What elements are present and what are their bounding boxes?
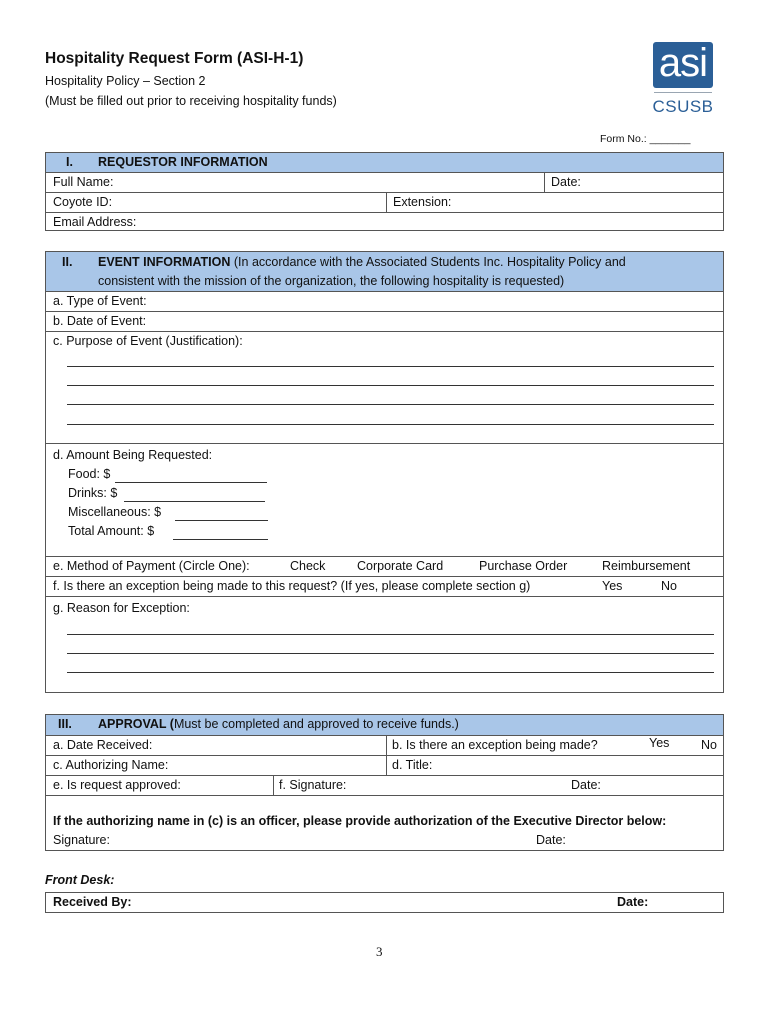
event-type-row bbox=[46, 291, 723, 311]
payment-po-option[interactable]: Purchase Order bbox=[479, 559, 568, 573]
event-date-field[interactable]: b. Date of Event: bbox=[53, 314, 147, 328]
full-name-row bbox=[46, 172, 723, 192]
date-received-field[interactable]: a. Date Received: bbox=[53, 738, 153, 752]
payment-reimbursement-option[interactable]: Reimbursement bbox=[602, 559, 691, 573]
food-label: Food: $ bbox=[68, 467, 111, 481]
drinks-amount-line[interactable] bbox=[124, 501, 265, 502]
purpose-row bbox=[46, 331, 723, 443]
extension-field[interactable]: Extension: bbox=[393, 195, 452, 209]
payment-check-option[interactable]: Check bbox=[290, 559, 326, 573]
exception-yes-option[interactable]: Yes bbox=[602, 579, 623, 593]
section-title: REQUESTOR INFORMATION bbox=[98, 155, 268, 169]
title-field[interactable]: d. Title: bbox=[392, 758, 433, 772]
drinks-label: Drinks: $ bbox=[68, 486, 118, 500]
instruction-subtitle: (Must be filled out prior to receiving hospitality funds) bbox=[45, 94, 337, 108]
exception-question: f. Is there an exception being made to this request? (If yes, please complete section g) bbox=[53, 579, 531, 593]
date-field[interactable]: Date: bbox=[571, 778, 601, 792]
date-field[interactable]: Date: bbox=[551, 175, 581, 189]
authorizing-row bbox=[46, 755, 723, 775]
amount-label: d. Amount Being Requested: bbox=[53, 448, 213, 462]
section-approval bbox=[45, 714, 724, 851]
total-label: Total Amount: $ bbox=[68, 524, 155, 538]
total-amount-line[interactable] bbox=[173, 539, 268, 540]
food-amount-line[interactable] bbox=[115, 482, 267, 483]
purpose-line-2[interactable] bbox=[67, 385, 714, 386]
email-row bbox=[46, 212, 723, 232]
front-desk-box bbox=[45, 892, 724, 913]
reason-line-2[interactable] bbox=[67, 653, 714, 654]
form-title: Hospitality Request Form (ASI-H-1) bbox=[45, 50, 304, 67]
logo-divider bbox=[654, 92, 712, 93]
page-number: 3 bbox=[376, 944, 383, 959]
email-field[interactable]: Email Address: bbox=[53, 215, 137, 229]
section-requestor bbox=[45, 152, 724, 231]
purpose-line-3[interactable] bbox=[67, 404, 714, 405]
reason-label: g. Reason for Exception: bbox=[53, 601, 190, 615]
reason-line-3[interactable] bbox=[67, 672, 714, 673]
section-header bbox=[46, 153, 723, 172]
front-desk-date-field[interactable]: Date: bbox=[617, 895, 649, 909]
misc-label: Miscellaneous: $ bbox=[68, 505, 162, 519]
asi-logo-mark: asi bbox=[653, 42, 713, 88]
coyote-id-row bbox=[46, 192, 723, 212]
section-number: II. bbox=[62, 255, 73, 269]
event-type-field[interactable]: a. Type of Event: bbox=[53, 294, 147, 308]
full-name-field[interactable]: Full Name: bbox=[53, 175, 114, 189]
director-signature-field[interactable]: Signature: bbox=[53, 833, 110, 847]
exception-row bbox=[46, 576, 723, 596]
director-signature-row bbox=[46, 832, 723, 852]
signature-field[interactable]: f. Signature: bbox=[279, 778, 347, 792]
section-title-line2: consistent with the mission of the organization, the following hospitality is requested) bbox=[98, 274, 565, 288]
section-title: APPROVAL (Must be completed and approved to receive funds.) bbox=[98, 717, 459, 731]
director-date-field[interactable]: Date: bbox=[536, 833, 566, 847]
reason-line-1[interactable] bbox=[67, 634, 714, 635]
payment-row bbox=[46, 556, 723, 576]
amount-row bbox=[46, 443, 723, 556]
section-header bbox=[46, 715, 723, 735]
asi-csusb-logo bbox=[652, 42, 714, 120]
reason-row bbox=[46, 596, 723, 693]
approval-row bbox=[46, 775, 723, 795]
section-number: III. bbox=[58, 717, 72, 731]
csusb-logo-text: CSUSB bbox=[652, 97, 714, 116]
section-number: I. bbox=[66, 155, 73, 169]
payment-corporate-option[interactable]: Corporate Card bbox=[357, 559, 444, 573]
purpose-line-4[interactable] bbox=[67, 424, 714, 425]
purpose-line-1[interactable] bbox=[67, 366, 714, 367]
date-received-row bbox=[46, 735, 723, 755]
request-approved-field[interactable]: e. Is request approved: bbox=[53, 778, 181, 792]
section-event bbox=[45, 251, 724, 693]
section-header bbox=[46, 252, 723, 291]
exception-no-option[interactable]: No bbox=[701, 738, 717, 752]
received-by-field[interactable]: Received By: bbox=[53, 895, 132, 909]
authorizing-name-field[interactable]: c. Authorizing Name: bbox=[53, 758, 169, 772]
payment-label: e. Method of Payment (Circle One): bbox=[53, 559, 250, 573]
officer-note: If the authorizing name in (c) is an officer, please provide authorization of the Executive Director below: bbox=[53, 814, 667, 828]
exception-yes-option[interactable]: Yes bbox=[649, 736, 670, 750]
section-title: EVENT INFORMATION (In accordance with the Associated Students Inc. Hospitality Policy and bbox=[98, 255, 626, 269]
event-date-row bbox=[46, 311, 723, 331]
coyote-id-field[interactable]: Coyote ID: bbox=[53, 195, 113, 209]
exception-question: b. Is there an exception being made? bbox=[392, 738, 598, 752]
purpose-field: c. Purpose of Event (Justification): bbox=[53, 334, 243, 348]
officer-note-row bbox=[46, 795, 723, 832]
misc-amount-line[interactable] bbox=[175, 520, 268, 521]
form-number: Form No.: _______ bbox=[600, 133, 691, 145]
policy-subtitle: Hospitality Policy – Section 2 bbox=[45, 74, 206, 88]
exception-no-option[interactable]: No bbox=[661, 579, 677, 593]
front-desk-label: Front Desk: bbox=[45, 873, 115, 887]
